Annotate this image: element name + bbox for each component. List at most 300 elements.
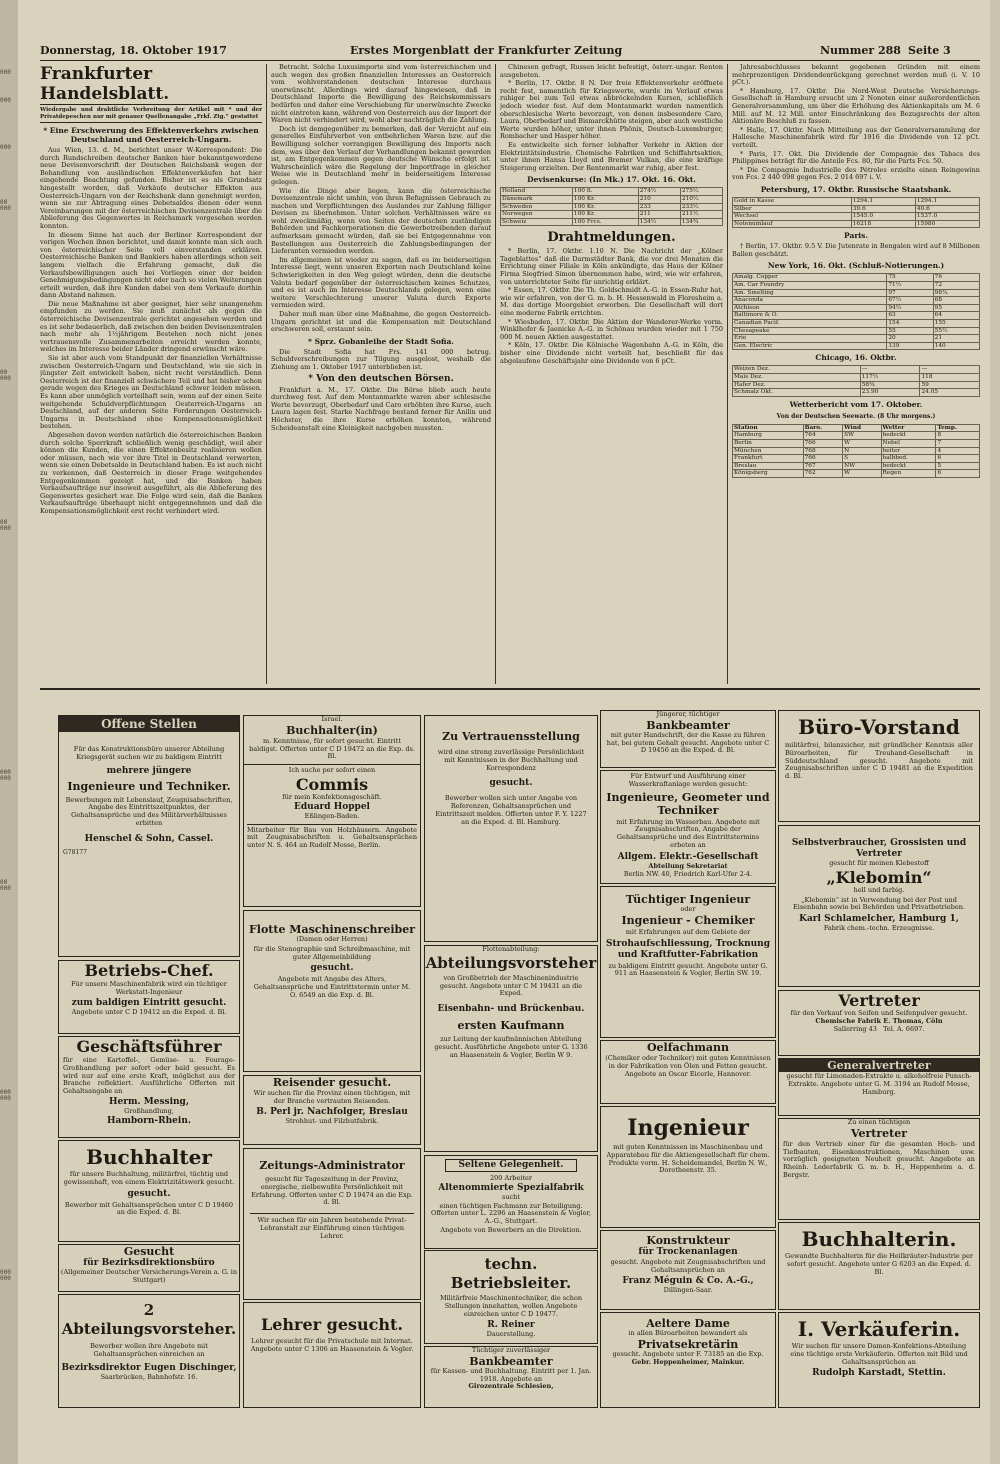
ad-firm: Herm. Messing, [109,1096,189,1107]
article-paragraph: Die neue Maßnahme ist aber geeignet, hier sehr unangenehm empfunden zu werden. Sie muß zunächst als gegen die österreichische Devisenzentrale gerichtet angesehen werden und es ist sehr bedauerlich, daß zwischen den beiden Devisenzentralen nach mehr als 1½jährigem Bestehen noch nicht jenes vertrauensvolle Zusammenarbeiten erreicht werden konnte, welches im Interesse beider Länder dringend erwünscht wäre. [40,299,262,354]
table-cell: 68 [933,297,979,305]
table-cell: 40.6 [915,205,979,213]
newyork-row [733,327,980,335]
article-headline: * Von den deutschen Börsen. [308,373,454,384]
ad-subtitle: gesucht. [489,778,533,789]
ad-title: Generalvertreter [779,1059,979,1072]
weather-row [733,439,980,447]
edge-number: 000 [0,69,11,76]
article-headline: * Eine Erschwerung des Effektenverkehrs zwischen Deutschland und Oesterreich-Ungarn. [43,126,259,144]
table-cell: Am. Smelting [733,289,887,297]
table-cell: Hamburg [733,432,804,440]
ad-title: Geschäftsführer [76,1037,222,1056]
chicago-table [732,365,980,396]
ad-text: für unsere Buchhaltung, militärfrei, tüchtig und gewissenhaft, von einem Elektrizitätswerk gesucht. [63,1170,235,1186]
edge-number: 000 000 [0,769,11,782]
ad-text: mit Erfahrung im Wasserbau. Angebote mit Zeugnisabschriften, Angabe der Gehaltsansprüche und des Eintrittstermins erbeten an [616,817,760,849]
ad-city: Hamborn-Rhein. [106,1115,192,1126]
ad-text: gesucht. Angebote unter F. 73185 an die Exp. [612,1349,764,1358]
ad-text: sucht [502,1192,520,1201]
table-cell: 140 [933,342,979,350]
ad-maschinenschreiber [243,910,421,1072]
article-paragraph: † Berlin, 17. Oktbr. 9.5 V. Die Jutenrate in Bengalen wird auf 8 Millionen Ballen geschätzt. [732,242,980,258]
ad-title: Zeitungs-Administrator [259,1159,405,1172]
column-four [732,64,980,684]
newyork-row [733,320,980,328]
ad-text: gesucht für Tageszeitung in der Provinz, energische, zielbewußte Persönlichkeit mit Erfahrung. Offerten unter C D 19474 an die Exp. d. Bl. [251,1175,413,1207]
ad-text: für eine Kartoffel-, Gemüse- u. Fourage-Großhandlung per sofort oder bald gesucht. Es wird nur auf eine erste Kraft, möglichst aus der Branche reflektiert. Ausführliche Offerten mit Gehaltsangabe an [63,1056,235,1096]
devisen-row [501,218,723,226]
table-cell: Schweden [501,203,573,211]
article-headline: Drahtmeldungen. [547,230,676,246]
ad-text: Wir suchen für ein Jahren bestehende Privat-Lehranstalt zur Einführung einen tüchtigen Lehrer. [250,1213,414,1240]
article-paragraph: Es entwickelte sich ferner lebhafter Verkehr in Aktien der Elektrizitätsindustrie, Chemische Fabriken und Schiffahrtsaktien, unter ihnen Hansa Lloyd und Bremer Vulkan, die eine kräftige Steigerung erzielten. Der Rentenmarkt war ruhig, aber fest. [500,140,723,172]
article-paragraph: In diesem Sinne hat auch der Berliner Korrespondent der vorigen Wochen ihnen berichtet, und damit konnte man sich auch von österreichischer Seite voll einverstanden erklären. Oesterreichische Banken und Bankiers haben allerdings schon seit langem vielfach die Erfahrung gemacht, daß die Verkaufsbewilligungen auch bei Vorliegen einer der beiden Genehmigungsbedingungen nicht oder nach so vielen Weiterungen erteilt wurden, daß ihre Kunden dabei von dem Verkaufe dorthin dann Abstand nahmen. [40,230,262,300]
ad-ref: G78177 [63,848,87,856]
table-cell: 233 [638,203,680,211]
table-cell: 72 [933,282,979,290]
table-cell: Mais Dez. [733,374,861,382]
table-cell: bedeckt [881,462,936,470]
table-cell: NW [843,462,881,470]
ad-text: für den Vertrieb einer für die gesamten Hoch- und Tiefbauten, Eisenkonstruktionen, Maschinen usw. vorzüglich geeigneten Neuheit gesucht. Angebote an Rheinh. Lederfabrik G. m. b. H., Heppenheim a. d. Bergstr. [783,1139,975,1179]
ad-title: Zu Vertrauensstellung [442,730,580,743]
ad-text: m. Kenntnisse, für sofort gesucht. Eintritt baldigst. Offerten unter C D 19472 an die Exp. ds. Bl. [249,736,415,761]
newyork-row [733,342,980,350]
ad-oelfachmann [600,1040,776,1104]
page-edge [0,0,18,1464]
ad-generalvertreter [778,1058,980,1116]
ad-text: (Chemiker oder Techniker) mit guten Kenntnissen in der Fabrikation von Ölen und Fetten gesucht. Angebote an Oscar Eicerle, Hannover. [605,1054,771,1078]
ad-ingenieur-chemiker [600,886,776,1038]
table-cell: Wechsel [733,213,852,221]
ad-city: Saarbrücken, Bahnhofstr. 16. [100,1372,198,1381]
table-cell: Dänemark [501,195,573,203]
table-cell: 117½ [860,374,920,382]
ad-title: Bankbeamter [646,718,730,732]
edge-number: 000 [0,97,11,104]
newyork-row [733,282,980,290]
table-cell: Erie [733,335,887,343]
ad-phone: Tel. A. 6697. [883,1024,925,1033]
ad-text: Strohhut- und Filzhutfabrik. [285,1116,379,1125]
chicago-row [733,389,980,397]
ad-text: Großhandlung, [124,1106,174,1115]
ad-text: für mein Konfektionsgeschäft. [282,792,382,801]
reprint-notice: Wiedergabe und drahtliche Verbreitung der Artikel mit * und der Privatdepeschen nur mit genauer Quellenangabe „Frkf. Ztg.“ gestattet [40,107,262,123]
ad-betriebsleiter [424,1250,598,1344]
edge-number: 00 000 [0,879,11,892]
newyork-row [733,304,980,312]
ad-title: Commis [295,774,369,794]
column-rule [266,64,267,684]
article-paragraph: Jahresabschlusses bekannt gegebenen Gründen mit einem mehrprozentigen Dividendenrückgang gerechnet werden muß (i. V. 10 pCt.). [732,64,980,87]
ad-lehrer [243,1302,421,1408]
table-cell: 762 [803,470,843,478]
ad-text: gesucht für meinen Klebestoff [829,859,929,867]
article-paragraph: Die Stadt Sofia hat Frs. 141 000 betrug. Schuldverschreibungen zur Tilgung ausgelost, weshalb die Ziehung am 1. Oktober 1917 unterblieben ist. [271,347,491,371]
ad-text: zur Leitung der kaufmännischen Abteilung gesucht. Ausführliche Angebote unter G. 1336 an Haasenstein & Vogler, Berlin W 9. [434,1035,588,1059]
ad-buchhalter [58,1140,240,1242]
table-cell: Atchison [733,304,887,312]
ad-title: Gesucht [123,1245,175,1258]
table-cell: 67½ [887,297,933,305]
ad-text: gesucht. Angebote mit Zeugnisabschriften und Gehaltsansprüchen an [610,1258,766,1274]
ad-bankbeamter [600,710,776,768]
ad-brand: „Klebomin“ [826,867,932,887]
ad-title: Lehrer gesucht. [260,1315,403,1334]
page-header [40,44,980,61]
column-two [271,64,491,684]
table-cell: 1294.1 [915,197,979,205]
ad-firm: Eduard Hoppel [294,801,370,812]
ad-firm: Abteilung Sekretariat [648,861,728,870]
ad-abteilungsvorsteher [58,1294,240,1408]
ad-title: Bankbeamter [469,1354,553,1368]
table-cell: 100 Frcs. [572,218,638,226]
petersburg-row [733,205,980,213]
petersburg-row [733,197,980,205]
table-cell: 766 [803,455,843,463]
table-cell: 134½ [638,218,680,226]
ad-text: 200 Arbeiter [490,1174,532,1182]
table-cell: Gen. Electric [733,342,887,350]
table-cell: 8 [936,432,980,440]
petersburg-row [733,213,980,221]
weather-row [733,470,980,478]
table-cell: 4 [936,447,980,455]
table-cell: 274½ [638,188,680,196]
table-cell: 58¾ [860,381,920,389]
table-cell: 55½ [933,327,979,335]
header-date: Donnerstag, 18. Oktober 1917 [40,44,227,57]
ad-text: zu baldigem Eintritt gesucht. Angebote unter G. 911 an Haasenstein & Vogler, Berlin SW. 19. [608,961,768,978]
devisen-row [501,203,723,211]
ad-text: für Kassen- und Buchhaltung. Eintritt per 1. Jan. 1918. Angebote an [430,1366,592,1383]
ad-subtitle: Privatsekretärin [637,1337,739,1351]
ad-text: Fabrik chem.-techn. Erzeugnisse. [823,924,935,933]
ad-title: techn. Betriebsleiter. [450,1255,572,1292]
table-header-cell: Station [733,424,804,432]
table-header-cell: Wind [843,424,881,432]
table-cell: 211 [638,211,680,219]
table-cell: 1294.1 [851,197,915,205]
ad-firm: B. Perl jr. Nachfolger, Breslau [256,1106,408,1117]
table-title: Petersburg, 17. Oktbr. Russische Staatsbank. [760,184,952,194]
ad-text: einen tüchtigen Fachmann zur Beteiligung. Offerten unter L. 2296 an Haasenstein & Vogler, A.-G., Stuttgart. [430,1201,592,1226]
table-cell: 100 Kr. [572,203,638,211]
table-cell: 210½ [680,195,722,203]
article-paragraph: * Halle, 17. Oktbr. Nach Mitteilung aus der Generalversammlung der Hallesche Maschinenfabrik wird für 1916 die Dividende von 12 pCt. verteilt. [732,125,980,149]
ad-henschel [58,715,240,957]
ad-firm: Girozentrale Schlesien, [468,1382,554,1391]
table-cell: W [843,470,881,478]
table-cell: 64 [933,312,979,320]
ad-text: Jüngerer, tüchtiger [656,710,720,718]
table-cell: Norwegen [501,211,573,219]
table-header-cell: Temp. [936,424,980,432]
table-cell: 211½ [680,211,722,219]
table-cell: bedeckt [881,432,936,440]
article-paragraph: Frankfurt a. M., 17. Oktbr. Die Börse blieb auch heute durchweg fest. Auf dem Montanmarkte waren aber schlesische Werte bevorzugt, Oberbedarf und Caro erhöhten ihre Kurse, auch Laura lagen fest. Starke Nachfrage bestand ferner für Anilin und Höchster, die ihre Kurse erhöhen konnten, während Scheideanstalt eine Kleinigkeit nachgeben mussten. [271,385,491,432]
ad-text: (Damen oder Herren) [296,935,368,943]
ad-title: Ingenieur [627,1115,749,1141]
ad-buchhalterin-commis [243,715,421,907]
ad-text: Flottenabteilung: [482,945,540,953]
ad-firm: Henschel & Sohn, Cassel. [84,833,214,844]
table-cell: Chesapeake [733,327,887,335]
table-cell: S [843,455,881,463]
ad-address: Sallerring 43 [833,1024,877,1033]
ad-text: Gewandte Buchhalterin für die Heilkräuter-Industrie per sofort gesucht. Angebote unter G 6203 an die Exped. d. Bl. [785,1252,973,1276]
table-cell: halbbed. [881,455,936,463]
ad-text: Bewerber wollen ihre Angebote mit Gehaltsansprüchen einreichen an [90,1342,208,1358]
ad-vertreter-lederfabrik [778,1118,980,1220]
weather-table [732,424,980,478]
ad-text: mit guter Handschrift, der die Kasse zu führen hat, bei gutem Gehalt gesucht. Angebote unter C D 19456 an die Exped. d. Bl. [606,730,770,755]
ad-text: gesucht für Limonaden-Extrakte u. alkoholfreie Punsch-Extrakte. Angebote unter G. M. 3194 an Rudolf Mosse, Hamburg. [786,1072,972,1096]
ad-title: ersten Kaufmann [457,1019,565,1033]
table-cell: 767 [803,462,843,470]
ad-konstrukteur [600,1230,776,1310]
table-cell: 21 [933,335,979,343]
table-title: New York, 16. Okt. (Schluß-Notierungen.) [767,261,945,271]
table-cell: 275½ [680,188,722,196]
ad-text: von Großbetrieb der Maschinenindustrie gesucht. Angebote unter C M 19431 an die Exped. [439,973,583,998]
ad-text: hell und farbig. [853,885,905,894]
ad-text: in allen Büroarbeiten bewandert als [628,1329,748,1337]
ad-title: Buchhalterin. [801,1227,957,1251]
ad-title: Vertreter [856,849,902,859]
table-cell: N [843,447,881,455]
ad-title: Betriebs-Chef. [84,961,214,980]
ad-text: Bewerber wollen sich unter Angabe von Referenzen, Gehaltsansprüchen und Eintrittszeit melden. Offerten unter F. Y. 1227 an die Exped. d. Bl. Hamburg. [435,794,587,826]
ad-buchhalterin [778,1222,980,1310]
ad-text: für die Stenographie und Schreibmaschine, mit guter Allgemeinbildung [253,944,411,961]
article-paragraph: Im allgemeinen ist wieder zu sagen, daß es im beiderseitigen Interesse liegt, wenn unseren Exporten nach Deutschland keine Schwierigkeiten in den Weg gelegt würden, denn die deutsche Valuta bedarf gegenüber der österreichischen keines Schutzes, und es ist auch im Interesse Deutschlands gelegen, wenn eine weitere Verschlechterung unserer Valuta durch Exporte vermieden wird. [271,255,491,310]
ad-bankbeamter-schlesien [424,1346,598,1408]
table-cell: 118 [920,374,980,382]
article-paragraph: * Berlin, 17. Oktbr. 8 N. Der freie Effektenverkehr eröffnete recht fest, namentlich für Kriegswerte, wurde im Verlauf etwas ruhiger bei zum Teil etwas abbröckelnden Kursen, schließlich jedoch wieder fest. Auf dem Montanmarkt wurden namentlich oberschlesische Werte bevorzugt, von denen insbesondere Caro, Laura, Oberbedarf und Bismarckhütte steigen, aber auch westliche Werte wurden höher, unter ihnen Phönix, Deutsch-Luxemburger, Rombacher und Hasper höher. [500,79,723,141]
ad-title: Vertreter [850,1126,908,1140]
ad-firm: Allgem. Elektr.-Gesellschaft [617,851,759,862]
table-cell: Nebel [881,439,936,447]
devisen-table [500,187,723,226]
article-paragraph: * Köln, 17. Oktbr. Die Kölnische Wagenbahn A.-G. in Köln, die bisher eine Dividende nicht verteilt hat, beschließt für das abgelaufene Geschäftsjahr eine Dividende von 6 pCt. [500,341,723,365]
table-cell: 134¾ [680,218,722,226]
ad-subtitle: Selbstverbraucher, Grossisten und [791,838,967,848]
section-title: Frankfurter Handelsblatt. [40,64,262,105]
table-cell: Baltimore & O. [733,312,887,320]
table-cell: 59 [920,381,980,389]
table-title: Devisenkurse: (In Mk.) 17. Okt. 16. Okt. [527,175,696,185]
table-cell: 63 [887,312,933,320]
table-cell: 75 [887,274,933,282]
table-cell: 6 [936,455,980,463]
table-cell: Breslau [733,462,804,470]
article-paragraph: Sie ist aber auch vom Standpunkt der finanziellen Verhältnisse zwischen Oesterreich-Ungarn und Deutschland, wie sie sich in jüngster Zeit entwickelt haben, nicht recht verständlich. Denn Oesterreich ist der finanziell schwächere Teil und hat bisher schon gerade wegen des Krieges an Deutschland schwer leiden müssen. Es kann aber unmöglich vorteilhaft sein, wenn auf der einen Seite weitgehende Schuldverpflichtungen Oesterreich-Ungarns an Deutschland, auf der anderen Seite Forderungen Oesterreich-Ungarns in Deutschland ohne Kompensationsmöglichkeit bestehen. [40,354,262,431]
table-cell: 1537.0 [915,213,979,221]
ad-title: Tüchtiger Ingenieur [625,893,751,906]
weather-title: Wetterbericht vom 17. Oktober. [789,399,923,409]
table-cell: 15980 [915,220,979,228]
newyork-row [733,335,980,343]
article-paragraph: Abgesehen davon werden natürlich die österreichischen Banken durch solche Sperrkraft schließlich wenig geschädigt, weil aber können die Kunden, die einen Effektenbesitz realisieren wollen oder müssen, nach wie vor ihre Titel in Deutschland verwerten, wenn sie einen Debetsaldo in Deutschland haben. Es ist auch nicht zu verkennen, daß Oesterreich in dieser Frage weitgehendes Entgegenkommen gezeigt hat, und die Banken haben Verkaufsaufträge nur insoweit ausgeführt, als die Ablieferung des Gegenwertes gesichert war. Die Folge wird sein, daß die Banken Verkaufsaufträge überhaupt nicht entgegennehmen und daß die Kompensationsmöglichkeit erst recht verhindert wird. [40,430,262,515]
ad-zeitungs-administrator [243,1148,421,1300]
ad-text: Israel. [321,715,343,723]
article-paragraph: * Wiesbaden, 17. Oktbr. Die Aktien der Wanderer-Werke vorm. Winklhofer & Jaenicke A.-G. in Schönau wurden wieder mit 1 750 000 M. neuen Aktien ausgestattet. [500,317,723,341]
ad-text: Wir suchen für unsere Damen-Konfektions-Abteilung eine tüchtige erste Verkäuferin. Offerten mit Bild und Gehaltsansprüchen an [790,1342,968,1366]
table-cell: Am. Car Foundry [733,282,887,290]
ad-ingenieur [600,1106,776,1228]
ad-text: wird eine streng zuverlässige Persönlichkeit mit Kenntnissen in der Buchhaltung und Korrespondenz [437,748,585,772]
edge-number: 00 000 [0,199,11,212]
ad-text: militärfrei, bilanzsicher, mit gründlicher Kenntnis aller Büroarbeiten, für Treuhand-Gesellschaft in Süddeutschland gesucht. Angebote mit Zeugnisabschriften unter C D 19481 an die Expedition d. Bl. [785,741,973,781]
petersburg-table [732,197,980,228]
article-paragraph: * Berlin, 17. Oktbr. 1.10 N. Die Nachricht der „Kölner Tageblattes“ daß die Darmstädter Bank, die vor drei Monaten die Errichtung einer Filiale in Köln ankündigte, das Haus der Kölner Firma Siegfried Simon übernommen habe, wird, wie wir erfahren, von unterrichteter Seite für unrichtig erklärt. [500,247,723,286]
devisen-row [501,188,723,196]
table-cell: 764 [803,432,843,440]
ad-betriebs-chef [58,960,240,1034]
table-cell: 76 [933,274,979,282]
ad-text: Angebote mit Angabe des Alters, Gehaltsansprüche und Eintrittstermin unter M. O. 6549 an die Exp. d. Bl. [253,975,411,999]
table-cell: Notenumlauf [733,220,852,228]
weather-row [733,432,980,440]
ad-bezirksdirektion [58,1244,240,1292]
table-cell: Berlin [733,439,804,447]
table-cell: Weizen Dez. [733,366,861,374]
article-paragraph: Betracht. Solche Luxusimporte sind vom österreichischen und auch wegen des großen finanziellen Interesses an Oesterreich vom wohlverstandenen deutschen Interesse durchaus unerwünscht. Allerdings wird darauf hingewiesen, daß in Deutschland Importe die Bewilligung des Reichskommissars bedürfen und daher eine Verschiebung für unerwünschte Zwecke nicht eintreten kann, während von Oesterreich aus der Import der Waren nicht verhindert wird, wohl aber nachträglich die Zahlung. [271,64,491,125]
column-rule [727,64,728,684]
table-cell: W [843,439,881,447]
table-cell: 98¼ [933,289,979,297]
devisen-row [501,195,723,203]
ad-text: Für Entwurf und Ausführung einer Wasserkraftanlage werden gesucht: [628,772,748,788]
article-paragraph: Doch ist demgegenüber zu bemerken, daß der Verzicht auf ein generelles Einfuhrverbot von entbehrlichen Waren bzw. auf die Bewilligung solcher vorrangigen Bewilligung des Imports nach dem, was über den Verlauf der Verhandlungen bekannt geworden ist, am Entgegenkommen gegen deutsche Wünsche erfolgt ist. Wahrscheinlich wäre die Regelung der Importfrage in gleicher Weise wie in Deutschland mehr in beiderseitigem Interesse gelegen. [271,124,491,186]
newyork-row [733,289,980,297]
ad-firm: Rudolph Karstadt, Stettin. [812,1368,946,1379]
ad-spezialfabrik [424,1155,598,1249]
column-three [500,64,723,684]
header-edition: Erstes Morgenblatt der Frankfurter Zeitung [350,44,623,57]
ad-title: Buchhalter(in) [286,723,378,737]
ad-text: Angebote von Bewerbern an die Direktion. [440,1225,582,1234]
ad-subtitle: für Trockenanlagen [638,1247,738,1257]
ad-title: Ingenieur - Chemiker [621,913,755,927]
ad-text: Für unsere Maschinenfabrik wird ein tüchtiger Werkstatt-Ingenieur [71,980,227,996]
ad-title: Buchhalter [86,1145,212,1169]
table-cell: 55 [887,327,933,335]
column-rule [495,64,496,684]
ad-text [779,1026,979,1034]
newyork-row [733,297,980,305]
table-cell: heiter [881,447,936,455]
edge-number: 000 [0,144,11,151]
ad-text: Wir suchen für die Provinz einen tüchtigen, mit der Branche vertrauten Reisenden. [253,1089,411,1105]
ad-aeg [600,770,776,884]
table-title: Paris. [844,231,868,241]
ad-title: Ingenieure und Techniker. [67,779,231,793]
ad-firm: Gebr. Heppenheimer, Mainkur. [631,1357,745,1366]
table-cell: München [733,447,804,455]
ad-title: Oelfachmann [646,1041,730,1054]
ad-subtitle: mehrere jüngere [106,765,192,776]
article-paragraph: Daher muß man über eine Maßnahme, die gegen Oesterreich-Ungarn gerichtet ist und die Kompensation mit Deutschland erschweren soll, erstaunt sein. [271,310,491,334]
ad-city: Dillingen-Saar. [663,1285,713,1294]
table-cell: 20 [887,335,933,343]
ad-title: 2 Abteilungsvorsteher. [61,1301,237,1338]
section-divider [40,688,980,690]
table-cell: 24.05 [920,389,980,397]
table-cell: 39.6 [851,205,915,213]
table-cell: Hafer Dez. [733,381,861,389]
ad-title: Aeltere Dame [646,1317,730,1330]
table-cell: 154 [887,320,933,328]
ad-firm: Chemische Fabrik E. Thomas, Cöln [815,1016,943,1025]
ad-title: I. Verkäuferin. [797,1317,961,1341]
table-cell: 95 [933,304,979,312]
table-cell: 5 [936,462,980,470]
table-cell: 7 [936,439,980,447]
table-cell: 94½ [887,304,933,312]
table-title: Chicago, 16. Oktbr. [815,353,897,363]
header-page: Seite 3 [908,44,951,57]
ad-title: Konstrukteur [646,1234,730,1247]
table-cell: Canadian Pacif. [733,320,887,328]
ad-aeltere-dame [600,1312,776,1408]
ad-text: Lehrer gesucht für die Privatschule mit Internat. Angebote unter C 1306 an Haasenstein & Vogler. [250,1337,414,1353]
ad-text: Zu einen tüchtigen [847,1118,911,1126]
newyork-row [733,312,980,320]
ad-firm: Bezirksdirektor Eugen Dischinger, [61,1362,237,1373]
ad-subtitle: Altenommierte Spezialfabrik [438,1182,584,1193]
ad-subtitle: Eisenbahn- und Brückenbau. [437,1004,585,1015]
ad-text: für den Verkauf von Seifen und Seifenpulver gesucht. [790,1009,968,1017]
chicago-row [733,381,980,389]
ad-text: Militärfreie Maschinentechniker, die schon Stellungen innehatten, wollen Angebote einreichen unter C D 19477. [439,1294,583,1318]
ad-text: Für das Konstruktionsbüro unserer Abteilung Kriegsgerät suchen wir zu baldigem Eintritt [73,745,225,761]
table-header-cell: Baro. [803,424,843,432]
table-cell: Schweiz [501,218,573,226]
table-header-cell: Wetter [881,424,936,432]
table-cell: 768 [803,447,843,455]
chicago-row [733,374,980,382]
ad-subtitle: gesucht. [127,1188,171,1199]
ad-box: Seltene Gelegenheit. [445,1159,577,1172]
ad-text: mit Erfahrungen auf dem Gebiete der [625,927,751,936]
ad-text: Mitarbeiter für Bau von Holzhäusern. Angebote mit Zeugnisabschriften u. Gehaltsansprüchen unter N. S. 464 an Rudolf Mosse, Berlin. [247,825,417,850]
ad-klebomin [778,825,980,987]
ad-city: Eßlingen-Baden. [304,811,360,820]
edge-number: 00 000 [0,369,11,382]
ad-vertrauensstellung [424,715,598,942]
ad-city: Berlin NW. 40, Friedrich Karl-Ufer 2-4. [623,869,753,878]
ad-verkaeuferin [778,1312,980,1408]
ad-title: Flotte Maschinenschreiber [248,923,416,936]
table-cell: Gold in Kasse [733,197,852,205]
petersburg-row [733,220,980,228]
table-cell: — [860,366,920,374]
ad-title: Vertreter [838,991,920,1010]
ad-text: Dauerstellung. [486,1330,536,1339]
table-cell: Amalg. Copper [733,274,887,282]
article-paragraph: Wie die Dinge aber liegen, kann die österreichische Devisenzentrale nicht umhin, von ihren Befugnissen Gebrauch zu machen und Verpflichtungen des Auslandes zur Zahlung fälliger Devisen zu übernehmen. Unter solchen Verhältnissen wäre es wohl zweckmäßig, wenn von Seiten der deutschen zuständigen Behörden und Fachkorporationen die Gewerbetreibenden darauf aufmerksam gemacht würden, daß sie bei Entgegennahme von Bestellungen aus Oesterreich die Zahlungsbedingungen der Lieferanten vermieden werden. [271,186,491,256]
edge-number: 00 000 [0,519,11,532]
weather-row [733,455,980,463]
table-cell: Anaconda [733,297,887,305]
table-cell: 139 [887,342,933,350]
ad-geschaeftsfuehrer [58,1036,240,1138]
